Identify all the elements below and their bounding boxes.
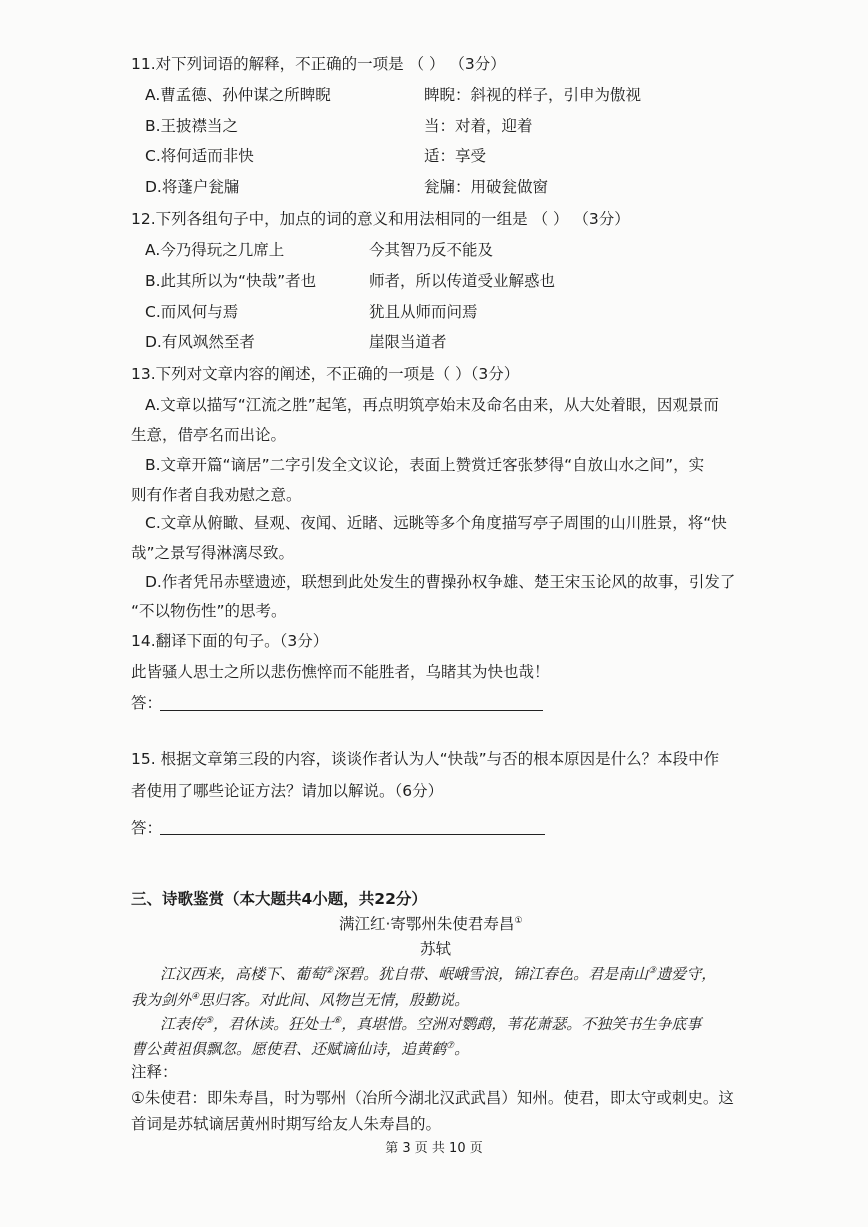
q12-option-a-left: A.今乃得玩之几席上 bbox=[145, 241, 285, 259]
section3-heading: 三、诗歌鉴赏（本大题共4小题，共22分） bbox=[131, 890, 427, 908]
poem-line-4: 曹公黄祖俱飘忽。愿使君、还赋谪仙诗，追黄鹤⑦。 bbox=[131, 1040, 470, 1058]
poem-author: 苏轼 bbox=[420, 940, 452, 958]
q15-line2: 者使用了哪些论证方法？请加以解说。（6分） bbox=[131, 782, 444, 800]
q11-option-a-left: A.曹孟德、孙仲谋之所睥睨 bbox=[145, 86, 331, 104]
q11-option-d-left: D.将蓬户瓮牖 bbox=[145, 178, 240, 196]
note-1-line1: ①朱使君：即朱寿昌，时为鄂州（冶所今湖北汉武武昌）知州。使君，即太守或刺史。这 bbox=[131, 1089, 734, 1107]
q13-option-a-line2: 生意，借亭名而出论。 bbox=[131, 426, 287, 444]
q12-option-d-left: D.有风飒然至者 bbox=[145, 333, 255, 351]
q15-answer-line[interactable] bbox=[160, 834, 545, 835]
q12-option-c-left: C.而风何与焉 bbox=[145, 303, 239, 321]
q15-line1: 15. 根据文章第三段的内容，谈谈作者认为人“快哉”与否的根本原因是什么？本段中作 bbox=[131, 750, 720, 768]
q14-stem: 14.翻译下面的句子。（3分） bbox=[131, 632, 329, 650]
q14-answer-label: 答： bbox=[131, 694, 163, 712]
q13-option-d-line1: D.作者凭吊赤壁遗迹，联想到此处发生的曹操孙权争雄、楚王宋玉论风的故事，引发了 bbox=[145, 573, 736, 591]
q11-option-b-right: 当：对着，迎着 bbox=[424, 117, 533, 135]
q13-option-d-line2: “不以物伤性”的思考。 bbox=[131, 602, 287, 620]
page-footer: 第 3 页 共 10 页 bbox=[385, 1141, 483, 1156]
q13-option-b-line1: B.文章开篇“谪居”二字引发全文议论，表面上赞赏迁客张梦得“自放山水之间”，实 bbox=[145, 456, 705, 474]
q12-option-a-right: 今其智乃反不能及 bbox=[369, 241, 494, 259]
q13-option-c-line2: 哉”之景写得淋漓尽致。 bbox=[131, 544, 295, 562]
q13-option-c-line1: C.文章从俯瞰、昼观、夜闻、近睹、远眺等多个角度描写亭子周围的山川胜景，将“快 bbox=[145, 514, 727, 532]
poem-line-2: 我为剑外④思归客。对此间、风物岂无情，殷勤说。 bbox=[131, 991, 470, 1009]
q12-option-d-right: 崖限当道者 bbox=[369, 333, 447, 351]
note-1-line2: 首词是苏轼谪居黄州时期写给友人朱寿昌的。 bbox=[131, 1115, 442, 1133]
q12-option-b-right: 师者，所以传道受业解惑也 bbox=[369, 272, 556, 290]
q14-sentence: 此皆骚人思士之所以悲伤憔悴而不能胜者，乌睹其为快也哉！ bbox=[131, 663, 550, 681]
q11-option-a-right: 睥睨：斜视的样子，引申为傲视 bbox=[424, 86, 642, 104]
q12-option-c-right: 犹且从师而问焉 bbox=[369, 303, 478, 321]
q14-answer-line[interactable] bbox=[160, 710, 543, 711]
q13-option-b-line2: 则有作者自我劝慰之意。 bbox=[131, 486, 302, 504]
q11-option-b-left: B.王披襟当之 bbox=[145, 117, 239, 135]
poem-title: 满江红·寄鄂州朱使君寿昌① bbox=[339, 915, 523, 933]
q12-stem: 12.下列各组句子中，加点的词的意义和用法相同的一组是 （ ） （3分） bbox=[131, 210, 630, 228]
q12-option-b-left: B.此其所以为“快哉”者也 bbox=[145, 272, 317, 290]
q13-stem: 13.下列对文章内容的阐述，不正确的一项是（ ）（3分） bbox=[131, 365, 520, 383]
q13-option-a-line1: A.文章以描写“江流之胜”起笔，再点明筑亭始末及命名由来，从大处着眼，因观景而 bbox=[145, 396, 719, 414]
poem-line-1: 江汉西来，高楼下、葡萄②深碧。犹自带、岷峨雪浪，锦江春色。君是南山③遗爱守， bbox=[160, 965, 717, 983]
notes-label: 注释： bbox=[131, 1063, 178, 1081]
q15-answer-label: 答： bbox=[131, 819, 163, 837]
q11-option-c-right: 适：享受 bbox=[424, 147, 487, 165]
q11-option-d-right: 瓮牖：用破瓮做窗 bbox=[424, 178, 549, 196]
q11-stem: 11.对下列词语的解释，不正确的一项是 （ ） （3分） bbox=[131, 55, 506, 73]
poem-line-3: 江表传⑤，君休读。狂处士⑥，真堪惜。空洲对鹦鹉，苇花萧瑟。不独笑书生争底事 bbox=[160, 1015, 702, 1033]
q11-option-c-left: C.将何适而非快 bbox=[145, 147, 254, 165]
